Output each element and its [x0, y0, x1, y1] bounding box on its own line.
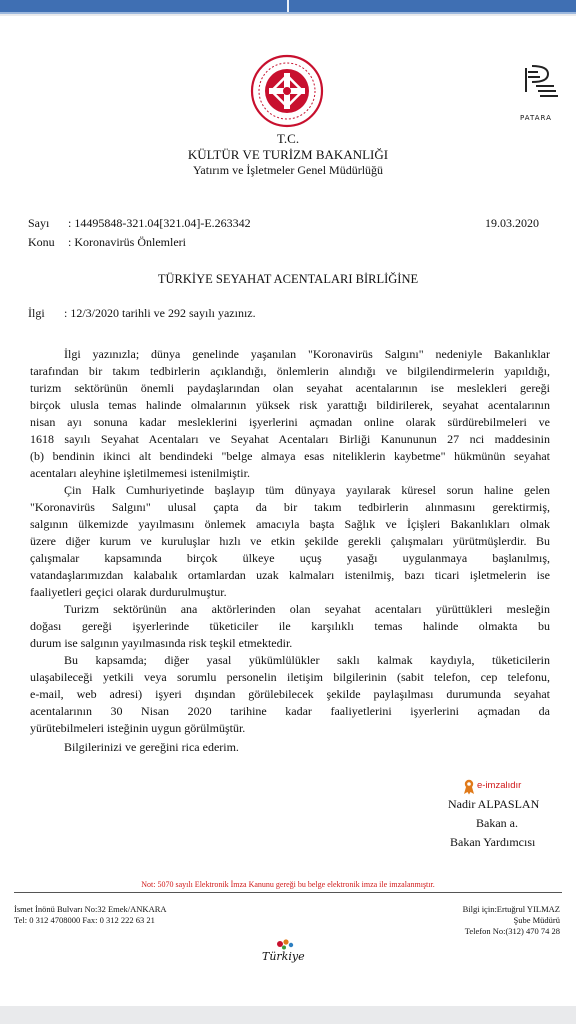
legal-note: Not: 5070 sayılı Elektronik İmza Kanunu gereği bu belge elektronik imza ile imzalanmıştır. [141, 880, 435, 889]
header-country: T.C. [276, 131, 300, 146]
text-line: e-mail, web adresi) işyeri dışından görülebilecek şekilde paylaşılması durumunda seyahat [30, 687, 550, 701]
ministry-emblem-icon [250, 54, 324, 128]
text-line: durum ise salgının yayılmasında risk teşkil etmektedir. [30, 636, 293, 650]
e-signature-badge: e-imzalıdır [477, 780, 522, 791]
text-line: çalışmalar kapsamında birçok ülkeye uçuş yasağı uygulanmaya başlanılmış, [30, 551, 550, 565]
footer-address: İsmet İnönü Bulvarı No:32 Emek/ANKARA [14, 904, 167, 914]
paragraph-5 [30, 739, 550, 756]
paragraph-4 [30, 652, 550, 737]
top-bar-underline [0, 12, 576, 14]
konu-value: : Koronavirüs Önlemleri [68, 235, 186, 249]
e-signature-ribbon-icon [463, 779, 475, 795]
turkiye-brand-text: Türkiye [262, 950, 305, 963]
paragraph-3 [30, 601, 550, 652]
footer-divider [14, 892, 562, 893]
text-line: Çin Halk Cumhuriyetinde başlayıp tüm dünyaya yayılarak küresel sorun haline gelen [64, 483, 550, 497]
footer-contact-phone: Telefon No:(312) 470 74 28 [464, 926, 560, 936]
ilgi-value: : 12/3/2020 tarihli ve 292 sayılı yazınız. [64, 306, 256, 320]
text-line: Bilgilerinizi ve gereğini rica ederim. [64, 740, 239, 754]
patara-logo-icon [518, 62, 562, 110]
signatory-title-2: Bakan Yardımcısı [450, 835, 536, 849]
document-page [0, 16, 576, 1006]
text-line: birçok ulusla temas halinde olmalarının yüksek risk yarattığı bildirilerek, seyahat acentalarının [30, 398, 550, 412]
footer-contact-label: Bilgi için:Ertuğrul YILMAZ [462, 904, 560, 914]
konu-label: Konu [28, 235, 55, 249]
text-line: yürütebilmeleri isteğinin uygun görülmüştür. [30, 721, 246, 735]
text-line: üzere diğer kurum ve kuruluşlar hızlı ve etkin şekilde gerekli çalışmaları yürütmüşlerdir. Bu [30, 534, 550, 548]
document-date: 19.03.2020 [485, 216, 539, 230]
footer-phone: Tel: 0 312 4708000 Fax: 0 312 222 63 21 [14, 915, 155, 925]
text-line: İlgi yazınızla; dünya genelinde yaşanılan "Koronavirüs Salgını" nedeniyle Bakanlıklar [64, 347, 550, 361]
sayi-value: : 14495848-321.04[321.04]-E.263342 [68, 216, 251, 230]
text-line: faaliyetleri geçici olarak durdurulmuştur. [30, 585, 227, 599]
text-line: (b) bendinin ikinci alt bendindeki "belge almaya esas niteliklerin kaybetme" hükmünün seyahat [30, 449, 550, 463]
app-top-bar [0, 0, 576, 14]
text-line: 1618 sayılı Seyahat Acentaları ve Seyahat Acentaları Birliği Kanununun 27 nci maddesinin [30, 432, 550, 446]
paragraph-1 [30, 346, 550, 482]
recipient: TÜRKİYE SEYAHAT ACENTALARI BİRLİĞİNE [157, 272, 419, 286]
footer-contact-role: Şube Müdürü [513, 915, 560, 925]
text-line: acentalarının 30 Nisan 2020 tarihine kadar faaliyetlerini işyerlerini açmadan da [30, 704, 550, 718]
ilgi-label: İlgi [28, 306, 45, 320]
text-line: Turizm sektörünün ana aktörlerinden olan seyahat acentaları yürüttükleri mesleğin [64, 602, 550, 616]
text-line: acentaları aleyhine işletilmemesi istenilmiştir. [30, 466, 250, 480]
paragraph-2 [30, 482, 550, 601]
text-line: nisan ayı sonuna kadar mesleklerini işyerlerini açmadan online olarak sürdürebilmeleri ve [30, 415, 550, 429]
signatory-title-1: Bakan a. [476, 816, 518, 830]
text-line: "Koronavirüs Salgını" ulusal çapta da bir takım tedbirlerin alınmasını gerektirmiş, [30, 500, 550, 514]
header-ministry: KÜLTÜR VE TURİZM BAKANLIĞI [187, 147, 389, 162]
text-line: turizm sektörünün önemli paydaşlarından olan seyahat acentalarının ise meslekleri gereği [30, 381, 550, 395]
signatory-name: Nadir ALPASLAN [448, 797, 540, 811]
text-line: vatandaşlarımızdan kalabalık ortamlardan uzak kalmaları istenilmiş, bazı ticari işletmelerin ise [30, 568, 550, 582]
text-line: Bu kapsamda; diğer yasal yükümlülükler saklı kalmak kaydıyla, tüketicilerin [64, 653, 550, 667]
header-directorate: Yatırım ve İşletmeler Genel Müdürlüğü [192, 163, 384, 177]
text-line: salgının ülkemizde yayılmasını önlemek amacıyla başta Sağlık ve İçişleri Bakanlıkları olmak [30, 517, 550, 531]
text-line: tarafından bir takım tedbirlerin açıklandığı, önlemlerin alındığı ve bilgilendirmelerin yapıldığı, [30, 364, 550, 378]
sayi-label: Sayı [28, 216, 50, 230]
text-line: ulaşabileceği yetkili veya sorumlu personelin iletişim bilgilerinin (sabit telefon, cep telefonu, [30, 670, 550, 684]
text-line: doğası gereği işyerlerinde tüketiciler ile karşılıklı temas halinde olmakta bu [30, 619, 550, 633]
patara-logo-text: PATARA [520, 114, 552, 122]
